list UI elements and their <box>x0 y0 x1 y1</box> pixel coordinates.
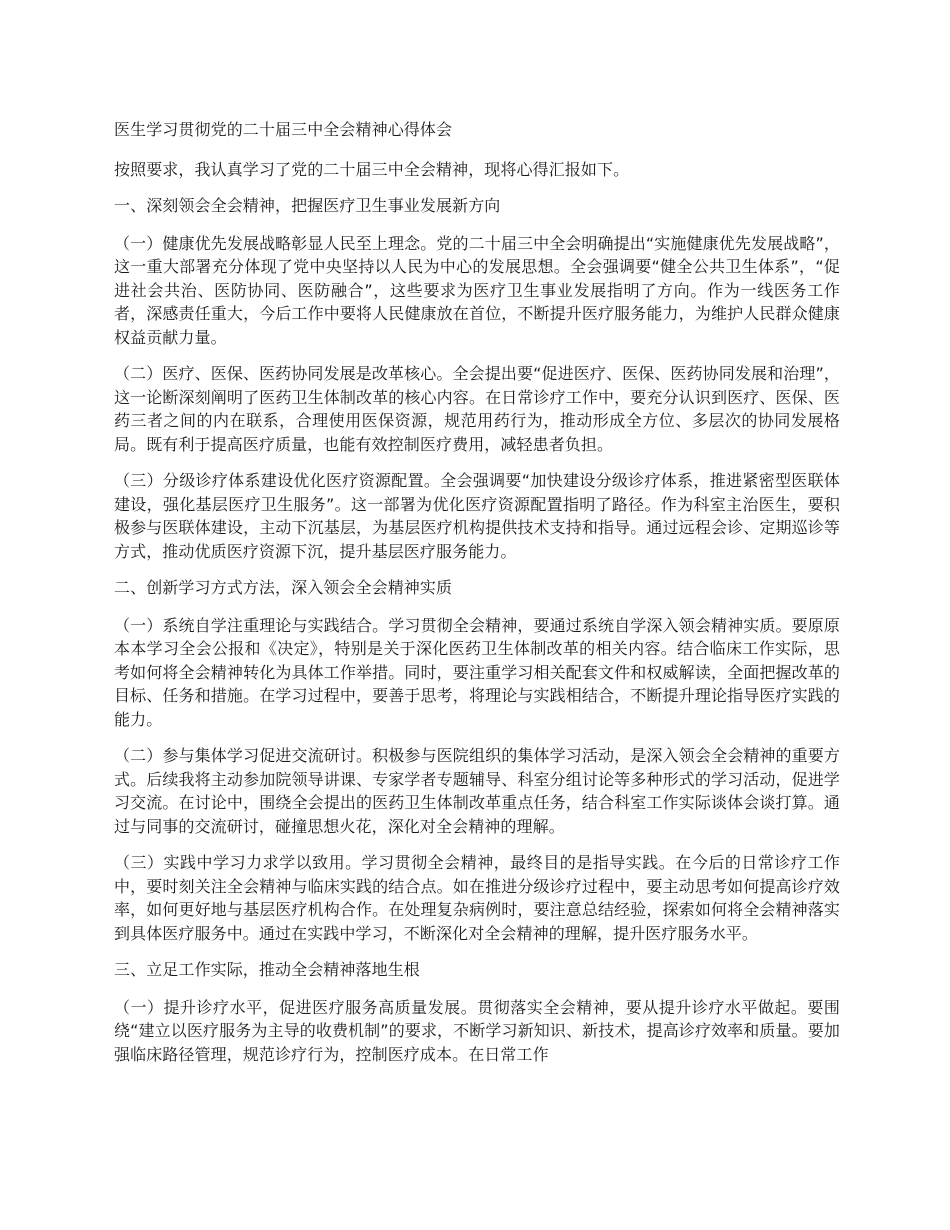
section-1-paragraph-3: （三）分级诊疗体系建设优化医疗资源配置。全会强调要“加快建设分级诊疗体系，推进紧密型医联体建设，强化基层医疗卫生服务”。这一部署为优化医疗资源配置指明了路径。作为科室主治医生，要积极参与医联体建设，主动下沉基层，为基层医疗机构提供技术支持和指导。通过远程会诊、定期巡诊等方式，推动优质医疗资源下沉，提升基层医疗服务能力。 <box>114 471 840 561</box>
section-1-paragraph-2: （二）医疗、医保、医药协同发展是改革核心。全会提出要“促进医疗、医保、医药协同发展和治理”，这一论断深刻阐明了医药卫生体制改革的核心内容。在日常诊疗工作中，要充分认识到医疗、医保、医药三者之间的内在联系，合理使用医保资源，规范用药行为，推动形成全方位、多层次的协同发展格局。既有利于提高医疗质量，也能有效控制医疗费用，减轻患者负担。 <box>114 364 840 454</box>
section-2-paragraph-3: （三）实践中学习力求学以致用。学习贯彻全会精神，最终目的是指导实践。在今后的日常诊疗工作中，要时刻关注全会精神与临床实践的结合点。如在推进分级诊疗过程中，要主动思考如何提高诊疗效率，如何更好地与基层医疗机构合作。在处理复杂病例时，要注意总结经验，探索如何将全会精神落实到具体医疗服务中。通过在实践中学习，不断深化对全会精神的理解，提升医疗服务水平。 <box>114 853 840 943</box>
section-2-heading: 二、创新学习方式方法，深入领会全会精神实质 <box>114 578 453 597</box>
section-3-heading: 三、立足工作实际，推动全会精神落地生根 <box>114 960 420 979</box>
intro-paragraph: 按照要求，我认真学习了党的二十届三中全会精神，现将心得汇报如下。 <box>114 159 630 179</box>
section-1-heading: 一、深刻领会全会精神，把握医疗卫生事业发展新方向 <box>114 196 501 215</box>
document-title: 医生学习贯彻党的二十届三中全会精神心得体会 <box>114 120 453 139</box>
section-3-paragraph-1: （一）提升诊疗水平，促进医疗服务高质量发展。贯彻落实全会精神，要从提升诊疗水平做起。要围绕“建立以医疗服务为主导的收费机制”的要求，不断学习新知识、新技术，提高诊疗效率和质量。要加强临床路径管理，规范诊疗行为，控制医疗成本。在日常工作 <box>114 997 840 1064</box>
section-2-paragraph-2: （二）参与集体学习促进交流研讨。积极参与医院组织的集体学习活动，是深入领会全会精神的重要方式。后续我将主动参加院领导讲课、专家学者专题辅导、科室分组讨论等多种形式的学习活动，促进学习交流。在讨论中，围绕全会提出的医药卫生体制改革重点任务，结合科室工作实际谈体会谈打算。通过与同事的交流研讨，碰撞思想火花，深化对全会精神的理解。 <box>114 746 840 836</box>
section-1-paragraph-1: （一）健康优先发展战略彰显人民至上理念。党的二十届三中全会明确提出“实施健康优先发展战略”，这一重大部署充分体现了党中央坚持以人民为中心的发展思想。全会强调要“健全公共卫生体系”，“促进社会共治、医防协同、医防融合”，这些要求为医疗卫生事业发展指明了方向。作为一线医务工作者，深感责任重大，今后工作中要将人民健康放在首位，不断提升医疗服务能力，为维护人民群众健康权益贡献力量。 <box>114 233 840 347</box>
section-2-paragraph-1: （一）系统自学注重理论与实践结合。学习贯彻全会精神，要通过系统自学深入领会精神实质。要原原本本学习全会公报和《决定》，特别是关于深化医药卫生体制改革的相关内容。结合临床工作实际，思考如何将全会精神转化为具体工作举措。同时，要注重学习相关配套文件和权威解读，全面把握改革的目标、任务和措施。在学习过程中，要善于思考，将理论与实践相结合，不断提升理论指导医疗实践的能力。 <box>114 615 840 729</box>
document-page <box>114 118 840 1079</box>
